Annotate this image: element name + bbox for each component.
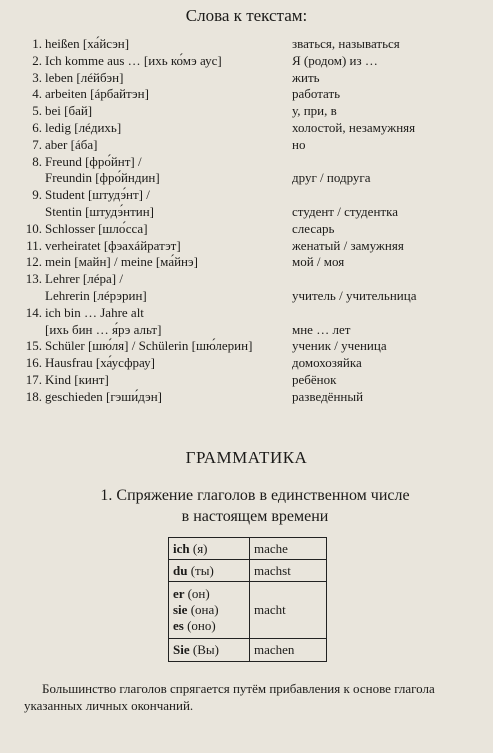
vocab-row — [24, 305, 474, 322]
vocab-russian: слесарь — [292, 220, 335, 236]
vocab-german: leben [лéйбэн] — [45, 69, 124, 85]
vocab-german: heißen [ха́йсэн] — [45, 36, 130, 51]
pronoun-german: du — [173, 562, 188, 578]
verb-form-cell: macht — [250, 582, 327, 639]
vocab-row — [24, 70, 474, 87]
vocab-number: 4. — [32, 86, 42, 102]
vocab-row — [24, 103, 474, 120]
vocabulary-list — [24, 36, 474, 406]
vocab-row — [24, 372, 474, 389]
vocab-russian: мне … лет — [292, 321, 351, 337]
vocab-german: bei [бай] — [45, 103, 93, 119]
grammar-subheading-line-1: 1. Спряжение глаголов в единственном числе — [100, 487, 410, 504]
vocab-number: 15. — [25, 338, 42, 354]
vocab-russian — [292, 271, 474, 288]
vocab-number: 3. — [32, 69, 42, 85]
pronoun-russian: (ты) — [190, 562, 214, 578]
pronoun — [173, 642, 245, 658]
vocab-number: 8. — [32, 153, 42, 169]
vocab-row — [24, 120, 474, 137]
vocab-row — [24, 36, 474, 53]
pronoun-cell — [169, 560, 250, 582]
conjugation-row — [169, 538, 327, 560]
vocab-russian: но — [292, 136, 306, 152]
grammar-subheading — [40, 485, 470, 527]
vocab-german: Student [штудэ́нт] / — [45, 187, 150, 203]
vocab-german: Schlosser [шло́сса] — [45, 220, 148, 236]
vocab-row — [24, 221, 474, 238]
pronoun-german: es — [173, 618, 184, 633]
vocab-german: Ich komme aus … [ихь ко́мэ аус] — [45, 52, 222, 68]
vocab-number: 16. — [25, 355, 42, 371]
vocab-row — [24, 154, 474, 171]
vocab-german: Hausfrau [ха́усфрау] — [45, 355, 155, 371]
vocab-german: Lehrer [лéра] / — [45, 271, 123, 287]
vocab-german: arbeiten [áрбайтэн] — [45, 86, 149, 102]
vocab-row — [24, 271, 474, 288]
vocab-russian: зваться, называться — [292, 36, 400, 51]
pronoun-russian: (он) — [187, 586, 210, 601]
vocab-row — [24, 204, 474, 221]
vocab-russian: холостой, незамужняя — [292, 119, 416, 135]
pronoun-cell — [169, 538, 250, 560]
vocab-row — [24, 254, 474, 271]
pronoun-german: sie — [173, 602, 188, 617]
vocab-russian: жить — [292, 69, 320, 85]
vocabulary-heading: Слова к текстам: — [185, 6, 308, 25]
vocab-german: Kind [кинт] — [45, 371, 109, 387]
vocab-russian: учитель / учительница — [292, 287, 417, 303]
pronoun — [173, 563, 245, 579]
pronoun-russian: (Вы) — [192, 642, 219, 657]
vocab-russian: у, при, в — [292, 103, 337, 119]
conjugation-row — [169, 639, 327, 662]
vocab-row — [24, 322, 474, 339]
vocab-row — [24, 355, 474, 372]
vocab-row — [24, 137, 474, 154]
vocab-number: 14. — [25, 304, 42, 320]
vocab-number: 18. — [25, 388, 42, 404]
pronoun-russian: (я) — [192, 540, 208, 556]
vocab-russian: ребёнок — [292, 371, 337, 387]
pronoun — [173, 618, 245, 634]
vocab-german: Schüler [шю́ля] / Schülerin [шю́лерин] — [45, 338, 253, 354]
vocab-russian: Я (родом) из … — [292, 52, 378, 68]
verb-form-cell: mache — [250, 538, 327, 560]
grammar-heading: ГРАММАТИКА — [185, 448, 308, 467]
vocab-russian — [292, 305, 474, 322]
vocab-russian: мой / моя — [292, 254, 345, 270]
vocab-row — [24, 389, 474, 406]
vocab-german: aber [áба] — [45, 136, 98, 152]
vocab-russian: друг / подруга — [292, 170, 371, 186]
conjugation-row — [169, 560, 327, 582]
pronoun-russian: (оно) — [187, 618, 216, 633]
vocab-row — [24, 53, 474, 70]
pronoun-german: ich — [173, 540, 190, 556]
vocab-russian — [292, 187, 474, 204]
vocab-number: 17. — [25, 371, 42, 387]
vocab-german: Stentin [штудэ́нтин] — [45, 203, 155, 219]
vocab-row — [24, 170, 474, 187]
conjugation-table — [168, 537, 327, 662]
vocab-row — [24, 338, 474, 355]
vocab-row — [24, 86, 474, 103]
vocab-row — [24, 238, 474, 255]
pronoun — [173, 541, 245, 557]
vocab-number: 6. — [32, 119, 42, 135]
vocab-number: 9. — [32, 187, 42, 203]
vocab-german: [ихь бин … я́рэ альт] — [45, 321, 162, 337]
grammar-subheading-line-2: в настоящем времени — [181, 508, 329, 525]
vocab-german: verheiratet [фэахáйратэт] — [45, 237, 181, 253]
verb-form-cell: machst — [250, 560, 327, 582]
vocab-russian: домохозяйка — [292, 355, 362, 371]
explanation-paragraph: Большинство глаголов спрягается путём прибавления к основе глагола указанных личных окончаний. — [24, 681, 435, 713]
vocab-german: Freundin [фро́йндин] — [45, 170, 160, 186]
vocab-russian — [292, 154, 474, 171]
vocab-number: 11. — [26, 237, 42, 253]
vocab-number: 1. — [32, 36, 42, 51]
pronoun — [173, 586, 245, 602]
pronoun-cell — [169, 582, 250, 639]
vocab-russian: ученик / ученица — [292, 338, 387, 354]
vocab-row — [24, 288, 474, 305]
pronoun — [173, 602, 245, 618]
pronoun-russian: (она) — [190, 602, 219, 617]
vocab-german: ledig [лéдихь] — [45, 119, 122, 135]
pronoun-german: er — [173, 586, 185, 601]
conjugation-row — [169, 582, 327, 639]
vocab-number: 2. — [32, 52, 42, 68]
vocab-russian: работать — [292, 86, 341, 102]
vocab-german: ich bin … Jahre alt — [45, 304, 144, 320]
pronoun-cell — [169, 639, 250, 662]
vocab-number: 12. — [25, 254, 42, 270]
vocab-russian: студент / студентка — [292, 203, 398, 219]
vocab-number: 7. — [32, 136, 42, 152]
pronoun-german: Sie — [173, 642, 190, 657]
vocab-german: Freund [фро́йнт] / — [45, 153, 142, 169]
verb-form-cell: machen — [250, 639, 327, 662]
vocab-german: Lehrerin [лéрэрин] — [45, 287, 147, 303]
vocab-german: mein [майн] / meine [ма́йнэ] — [45, 254, 198, 270]
vocab-number: 13. — [25, 271, 42, 287]
vocab-german: geschieden [гэши́дэн] — [45, 388, 163, 404]
vocab-number: 5. — [32, 103, 42, 119]
vocab-row — [24, 187, 474, 204]
vocab-number: 10. — [25, 220, 42, 236]
vocab-russian: разведённый — [292, 388, 364, 404]
vocab-russian: женатый / замужняя — [292, 237, 404, 253]
